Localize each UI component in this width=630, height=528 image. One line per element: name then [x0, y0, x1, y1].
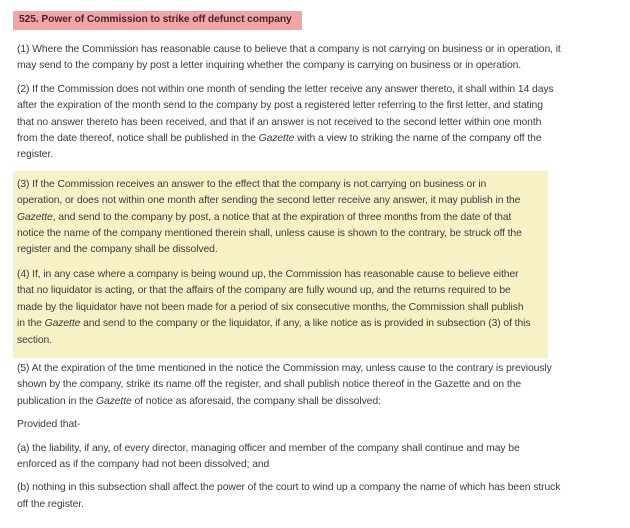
paragraph-text: (1) Where the Commission has reasonable cause to believe that a company is not carrying on business or in operation, it may send to the company by post a letter inquiring whether the company is carrying on business or in operation. [17, 44, 561, 72]
paragraph-text: of notice as aforesaid, the company shall be dissolved: [131, 395, 381, 407]
statute-paragraph [17, 480, 562, 513]
gazette-italic-term: Gazette [17, 211, 53, 223]
statute-paragraph [17, 82, 562, 164]
plain-section [17, 42, 562, 164]
statute-paragraph [17, 361, 562, 410]
document-body [17, 42, 562, 513]
paragraph-text: (2) If the Commission does not within one month of sending the letter receive any answer thereto, it shall within 14 days after the expiration of the month send to the company by post a registered letter referring to the first letter, and stating that no answer thereto has been received, and that if an answer is not received to the second letter within one month from the date thereof, notice shall be published in the [17, 83, 554, 145]
highlighted-section [13, 171, 548, 358]
paragraph-text: with a view to striking the name of the company off the register. [17, 133, 542, 161]
paragraph-text: (a) the liability, if any, of every director, managing officer and member of the company shall continue and may be enforced as if the company had not been dissolved; and [17, 442, 520, 470]
gazette-italic-term: Gazette [95, 395, 132, 407]
plain-section [17, 361, 562, 513]
gazette-italic-term: Gazette [44, 318, 81, 330]
statute-paragraph [17, 177, 532, 259]
statute-paragraph [17, 267, 532, 349]
statute-paragraph [17, 441, 562, 474]
paragraph-text: and send to the company or the liquidator, if any, a like notice as is provided in subsection (3) of this section. [17, 318, 531, 346]
gazette-italic-term: Gazette [258, 133, 295, 145]
paragraph-text: (3) If the Commission receives an answer to the effect that the company is not carrying on business or in operation, or does not within one month after sending the second letter receive any answer, it may publish in the [17, 178, 521, 207]
paragraph-text: (b) nothing in this subsection shall affect the power of the court to wind up a company the name of which has been struck off the register. [17, 482, 561, 510]
section-heading: 525. Power of Commission to strike off defunct company [13, 11, 302, 30]
statute-paragraph [17, 42, 562, 75]
statute-paragraph [17, 417, 562, 433]
paragraph-text: Provided that- [17, 419, 81, 431]
paragraph-text: (4) If, in any case where a company is being wound up, the Commission has reasonable cause to believe either that no liquidator is acting, or that the affairs of the company are fully wound up, and the returns required to be made by the liquidator have not been made for a period of six consecutive months, the Commission shall publish in the [17, 268, 524, 330]
paragraph-text: , and send to the company by post, a notice that at the expiration of three months from the date of that notice the name of the company mentioned therein shall, unless cause is shown to the contrary, be struck off the register and the company shall be dissolved. [17, 211, 522, 256]
paragraph-text: (5) At the expiration of the time mentioned in the notice the Commission may, unless cause to the contrary is previously shown by the company, strike its name off the register, and shall publish notice thereof in the Gazette and on the publication in the [17, 362, 552, 407]
